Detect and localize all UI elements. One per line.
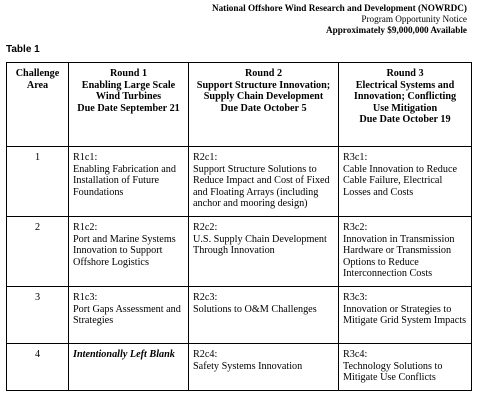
challenge-code: R3c2: — [343, 222, 368, 233]
table-row — [7, 147, 472, 217]
table-cell — [189, 287, 339, 344]
challenge-description: Support Structure Solutions to Reduce Impact and Cost of Fixed and Floating Arrays (including anchor and mooring design) — [193, 163, 330, 209]
challenge-description: U.S. Supply Chain Development Through Innovation — [193, 233, 327, 256]
table-cell — [189, 147, 339, 217]
challenge-code: R1c1: — [73, 152, 98, 163]
table-row — [7, 287, 472, 344]
challenge-area-number: 1 — [7, 147, 69, 217]
challenge-description: Port and Marine Systems Innovation to Support Offshore Logistics — [73, 233, 176, 268]
challenge-code: R2c3: — [193, 292, 218, 303]
challenge-description: Solutions to O&M Challenges — [193, 303, 317, 315]
challenge-table — [6, 62, 472, 391]
document-header — [212, 3, 467, 36]
challenge-description: Cable Innovation to Reduce Cable Failure, Electrical Losses and Costs — [343, 163, 458, 198]
header-funding: Approximately $9,000,000 Available — [325, 25, 467, 35]
intentionally-blank-cell: Intentionally Left Blank — [69, 344, 189, 391]
challenge-description: Technology Solutions to Mitigate Use Conflicts — [343, 360, 443, 383]
table-cell — [189, 344, 339, 391]
challenge-code: R1c2: — [73, 222, 98, 233]
table-row — [7, 344, 472, 391]
column-header-round-3: Round 3 Electrical Systems and Innovation; Conflicting Use Mitigation Due Date October 19 — [339, 63, 472, 147]
challenge-description: Enabling Fabrication and Installation of Future Foundations — [73, 163, 176, 198]
challenge-code: R3c4: — [343, 349, 368, 360]
challenge-area-number: 2 — [7, 217, 69, 287]
challenge-description: Port Gaps Assessment and Strategies — [73, 303, 181, 326]
table-cell — [339, 344, 472, 391]
header-title: National Offshore Wind Research and Development (NOWRDC) — [211, 3, 467, 13]
table-label: Table 1 — [6, 44, 40, 55]
challenge-code: R2c4: — [193, 349, 218, 360]
table-cell — [339, 217, 472, 287]
table-cell — [69, 147, 189, 217]
table-cell — [339, 147, 472, 217]
table-cell — [69, 287, 189, 344]
challenge-description: Innovation or Strategies to Mitigate Grid System Impacts — [343, 303, 467, 326]
challenge-code: R3c1: — [343, 152, 368, 163]
challenge-code: R2c1: — [193, 152, 218, 163]
column-header-round-2: Round 2 Support Structure Innovation; Supply Chain Development Due Date October 5 — [189, 63, 339, 147]
table-header-row — [7, 63, 472, 147]
column-header-challenge-area: Challenge Area — [7, 63, 69, 147]
challenge-area-number: 4 — [7, 344, 69, 391]
header-subtitle: Program Opportunity Notice — [361, 14, 467, 24]
challenge-area-number: 3 — [7, 287, 69, 344]
challenge-code: R2c2: — [193, 222, 218, 233]
table-cell — [69, 217, 189, 287]
table-cell — [339, 287, 472, 344]
challenge-description: Safety Systems Innovation — [193, 360, 303, 372]
challenge-description: Innovation in Transmission Hardware or Transmission Options to Reduce Interconnection Costs — [343, 233, 455, 279]
challenge-code: R1c3: — [73, 292, 98, 303]
column-header-round-1: Round 1 Enabling Large Scale Wind Turbines Due Date September 21 — [69, 63, 189, 147]
challenge-code: R3c3: — [343, 292, 368, 303]
table-row — [7, 217, 472, 287]
table-cell — [189, 217, 339, 287]
